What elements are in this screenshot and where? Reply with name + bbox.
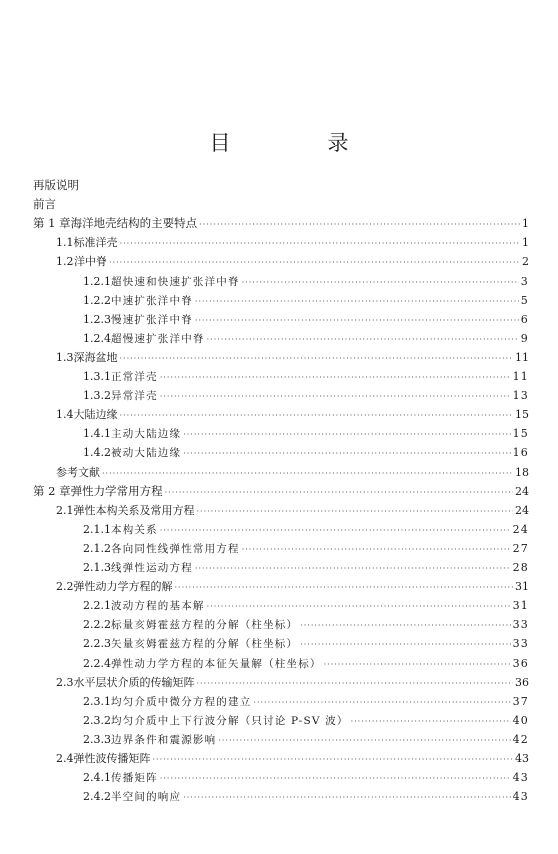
toc-number: 1.2.1 <box>83 274 111 288</box>
toc-page-number: 1 <box>522 217 529 231</box>
toc-page-number: 37 <box>512 694 529 708</box>
toc-page-number: 42 <box>512 732 529 746</box>
toc-entry-sub[interactable] <box>33 424 529 443</box>
dot-leader <box>102 464 513 483</box>
dot-leader <box>160 769 511 788</box>
toc-number: 1.2.3 <box>83 312 111 326</box>
toc-entry-sub[interactable] <box>33 443 529 462</box>
toc-entry-sub[interactable] <box>33 386 529 405</box>
toc-page-number: 43 <box>515 752 529 765</box>
toc-number: 2.3.1 <box>83 694 111 708</box>
toc-entry-section[interactable] <box>33 405 529 424</box>
toc-number: 2.3 <box>56 675 74 689</box>
toc-entry-sub[interactable] <box>33 730 529 749</box>
toc-label: 均匀介质中微分方程的建立 <box>111 695 252 708</box>
toc-number: 2.3.3 <box>83 732 111 746</box>
toc-number: 1.4.2 <box>83 446 111 460</box>
dot-leader <box>160 521 511 540</box>
toc-entry-section[interactable] <box>33 501 529 520</box>
toc-label: 超快速和快速扩张洋中脊 <box>111 275 240 288</box>
toc-number: 第 2 章 <box>33 483 71 498</box>
toc-label: 水平层状介质的传输矩阵 <box>73 675 195 689</box>
toc-label: 边界条件和震源影响 <box>111 733 217 746</box>
toc-page-number: 6 <box>520 312 529 326</box>
toc-label: 前言 <box>33 197 56 212</box>
toc-label: 矢量亥姆霍兹方程的分解（柱坐标） <box>111 638 299 651</box>
toc-entry-sub[interactable] <box>33 367 529 386</box>
toc-entry-section[interactable] <box>33 673 529 692</box>
toc-label: 弹性波传播矩阵 <box>73 752 151 765</box>
toc-entry-section[interactable] <box>33 577 529 596</box>
toc-entry-section[interactable] <box>33 749 529 768</box>
toc-label: 均匀介质中上下行波分解（只讨论 P-SV 波） <box>111 714 349 727</box>
toc-page-number: 43 <box>512 790 529 804</box>
toc-number: 2.4.2 <box>83 790 111 804</box>
toc-entry-sub[interactable] <box>33 520 529 539</box>
toc-entry-ref[interactable] <box>33 463 529 482</box>
toc-label: 弹性力学常用方程 <box>70 483 163 498</box>
toc-number: 第 1 章 <box>33 216 71 231</box>
toc-label: 被动大陆边缘 <box>111 447 182 460</box>
toc-number: 1.2.2 <box>83 293 111 307</box>
toc-number: 1.2 <box>56 255 74 269</box>
toc-label: 海洋地壳结构的主要特点 <box>70 216 198 231</box>
toc-label: 半空间的响应 <box>111 791 182 804</box>
dot-leader <box>195 559 511 578</box>
dot-leader <box>253 693 510 712</box>
toc-label: 超慢速扩张洋中脊 <box>111 332 205 345</box>
toc-label: 弹性本构关系及常用方程 <box>73 503 195 517</box>
toc-page-number: 15 <box>515 408 529 422</box>
dot-leader <box>120 234 520 253</box>
toc-entry-section[interactable] <box>33 252 529 271</box>
toc-page-number: 33 <box>512 618 529 632</box>
toc-page-number: 31 <box>512 599 529 613</box>
toc-entry-sub[interactable] <box>33 711 529 730</box>
toc-label: 洋中脊 <box>74 255 108 269</box>
toc-label: 线弹性运动方程 <box>111 562 193 574</box>
toc-entry-sub[interactable] <box>33 329 529 348</box>
dot-leader <box>175 578 514 597</box>
toc-entry-section[interactable] <box>33 233 529 252</box>
toc-entry-sub[interactable] <box>33 615 529 634</box>
toc-entry-sub[interactable] <box>33 291 529 310</box>
toc-page-number: 5 <box>520 293 529 307</box>
dot-leader <box>183 425 510 444</box>
dot-leader <box>351 712 511 731</box>
toc-label: 主动大陆边缘 <box>111 428 182 441</box>
toc-page-number: 15 <box>512 427 529 441</box>
toc-page-number: 3 <box>520 274 529 288</box>
toc-label: 弹性动力学方程的本征矢量解（柱坐标） <box>111 657 322 670</box>
toc-entry-chapter[interactable] <box>33 482 529 501</box>
toc-entry-sub[interactable] <box>33 310 529 329</box>
toc-entry-sub[interactable] <box>33 558 529 577</box>
toc-label: 弹性动力学方程的解 <box>73 580 173 594</box>
toc-front-matter[interactable] <box>33 195 529 214</box>
toc-page-number: 1 <box>522 236 529 250</box>
dot-leader <box>195 311 519 330</box>
toc-number: 2.2.1 <box>83 599 111 613</box>
toc-page-number: 40 <box>512 713 529 727</box>
toc-entry-chapter[interactable] <box>33 214 529 233</box>
toc-label: 传播矩阵 <box>111 772 158 785</box>
toc-entry-sub[interactable] <box>33 787 529 806</box>
toc-label: 标准洋壳 <box>73 236 118 250</box>
toc-number: 1.3.1 <box>83 370 111 383</box>
toc-label: 各向同性线弹性常用方程 <box>111 542 240 555</box>
dot-leader <box>165 483 513 502</box>
toc-entry-sub[interactable] <box>33 634 529 653</box>
toc-number: 2.4.1 <box>83 771 111 785</box>
toc-label: 异常洋壳 <box>111 390 158 403</box>
dot-leader <box>207 330 519 349</box>
toc-entry-sub[interactable] <box>33 272 529 291</box>
toc-page-number: 28 <box>512 561 529 574</box>
dot-leader <box>242 540 511 559</box>
toc-number: 1.2.4 <box>83 331 111 345</box>
toc-page-number: 36 <box>512 656 529 670</box>
toc-page-number: 33 <box>512 637 529 651</box>
toc-front-matter[interactable] <box>33 176 529 195</box>
dot-leader <box>195 292 519 311</box>
toc-number: 2.1.2 <box>83 541 111 555</box>
toc-number: 1.1 <box>56 236 74 250</box>
dot-leader <box>324 655 511 674</box>
dot-leader <box>199 215 520 234</box>
dot-leader <box>109 253 520 272</box>
toc-number: 2.2.4 <box>83 656 111 670</box>
toc-number: 2.2.2 <box>83 618 111 632</box>
toc-page-number: 2 <box>522 255 529 269</box>
toc-page-number: 31 <box>515 580 529 594</box>
toc-number: 2.1 <box>56 503 74 517</box>
toc-page-number: 24 <box>515 484 529 498</box>
toc-page-number: 27 <box>512 541 529 555</box>
toc-label: 参考文献 <box>56 465 100 479</box>
dot-leader <box>300 635 510 654</box>
dot-leader <box>120 349 514 368</box>
toc-number: 2.3.2 <box>83 713 111 727</box>
toc-entry-sub[interactable] <box>33 539 529 558</box>
toc-page-number: 11 <box>515 350 529 364</box>
toc-page-number: 24 <box>515 503 529 517</box>
dot-leader <box>300 616 510 635</box>
toc-page-number: 13 <box>512 389 529 403</box>
dot-leader <box>197 502 514 521</box>
toc-page-number: 43 <box>512 771 529 785</box>
dot-leader <box>160 368 511 387</box>
toc-number: 1.3.2 <box>83 389 111 403</box>
toc-entry-sub[interactable] <box>33 768 529 787</box>
toc-label: 深海盆地 <box>73 350 118 364</box>
dot-leader <box>160 387 511 406</box>
toc-entry-sub[interactable] <box>33 692 529 711</box>
toc-label: 正常洋壳 <box>111 371 158 383</box>
dot-leader <box>207 597 511 616</box>
toc-number: 1.3 <box>56 350 74 364</box>
toc-label: 标量亥姆霍兹方程的分解（柱坐标） <box>111 619 299 632</box>
toc-number: 2.4 <box>56 752 74 765</box>
toc-page-number: 24 <box>512 522 529 536</box>
dot-leader <box>153 750 514 769</box>
toc-number: 1.4 <box>56 408 74 422</box>
dot-leader <box>183 788 510 807</box>
toc-page-number: 36 <box>515 675 529 689</box>
toc-label: 波动方程的基本解 <box>111 600 205 613</box>
toc-number: 1.4.1 <box>83 427 111 441</box>
toc-entry-sub[interactable] <box>33 596 529 615</box>
dot-leader <box>242 273 519 292</box>
toc-number: 2.2.3 <box>83 637 111 651</box>
toc-entry-sub[interactable] <box>33 654 529 673</box>
toc-page-number: 16 <box>512 446 529 460</box>
toc-label: 大陆边缘 <box>73 408 118 422</box>
toc-number: 2.1.1 <box>83 522 111 536</box>
toc-label: 中速扩张洋中脊 <box>111 294 193 307</box>
toc-page-number: 9 <box>520 331 529 345</box>
toc-entry-section[interactable] <box>33 348 529 367</box>
dot-leader <box>120 406 514 425</box>
toc-label: 再版说明 <box>33 178 79 192</box>
page-title: 目 录 <box>209 131 387 155</box>
toc-number: 2.2 <box>56 580 74 594</box>
dot-leader <box>197 674 514 693</box>
toc-number: 2.1.3 <box>83 561 111 574</box>
toc-label: 本构关系 <box>111 523 158 536</box>
toc-page-number: 11 <box>512 370 529 383</box>
toc-label: 慢速扩张洋中脊 <box>111 313 193 326</box>
toc-page-number: 18 <box>515 465 529 479</box>
dot-leader <box>183 444 510 463</box>
dot-leader <box>218 731 510 750</box>
